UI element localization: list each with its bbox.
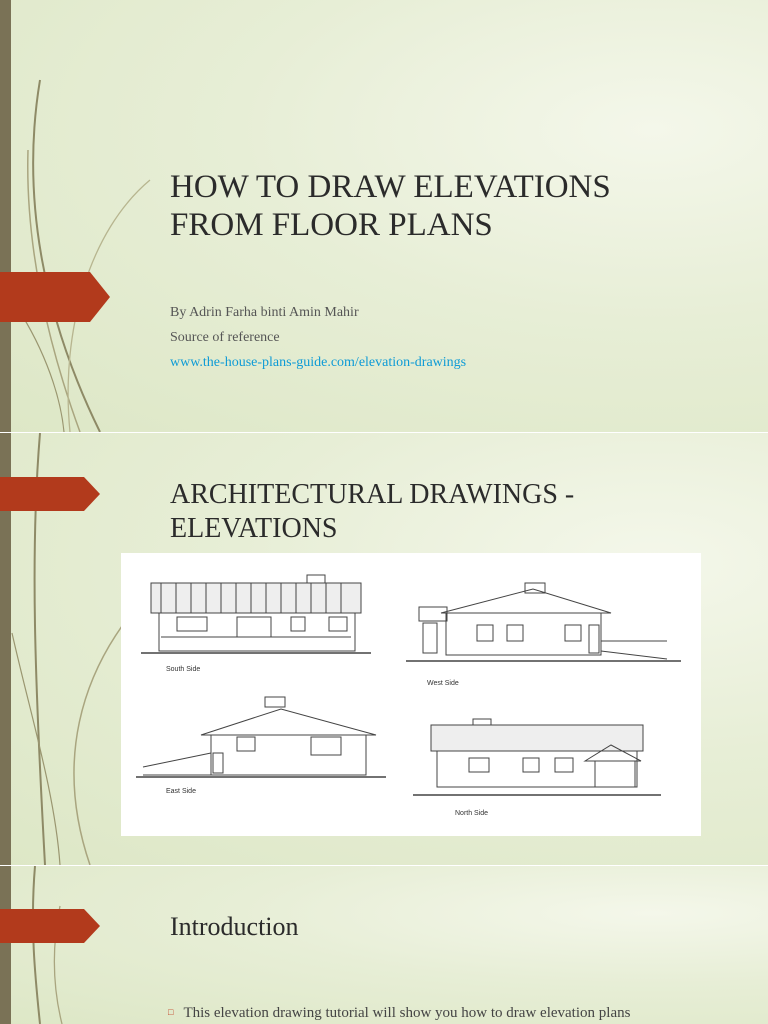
slide-left-bar: [0, 866, 11, 1024]
author-text: By Adrin Farha binti Amin Mahir: [170, 305, 359, 320]
slide-left-bar: [0, 0, 11, 432]
slide-accent-tab: [0, 272, 110, 322]
east-elevation-drawing: [136, 697, 386, 777]
slide-1[interactable]: [0, 0, 768, 432]
slide-accent-tab: [0, 909, 100, 943]
west-caption: West Side: [427, 680, 459, 687]
south-elevation-drawing: [141, 575, 371, 653]
slide-accent-tab: [0, 477, 100, 511]
bullet-item: [168, 1005, 630, 1022]
west-elevation-drawing: [406, 583, 681, 661]
source-label: Source of reference: [170, 330, 280, 345]
source-link[interactable]: www.the-house-plans-guide.com/elevation-drawings: [170, 355, 467, 370]
bullet-text: This elevation drawing tutorial will show you how to draw elevation plans: [183, 1005, 631, 1021]
east-caption: East Side: [166, 788, 196, 795]
slide-title: HOW TO DRAW ELEVATIONS FROM FLOOR PLANS: [170, 169, 611, 243]
north-caption: North Side: [455, 810, 489, 817]
slide-2[interactable]: [0, 433, 768, 865]
elevations-image: [121, 553, 701, 836]
slide-3[interactable]: [0, 866, 768, 1024]
slide-title: ARCHITECTURAL DRAWINGS - ELEVATIONS: [170, 479, 575, 544]
square-bullet-icon: □: [168, 1007, 174, 1017]
slide-title: Introduction: [170, 912, 299, 941]
south-caption: South Side: [166, 666, 201, 673]
north-elevation-drawing: [413, 719, 661, 795]
decorative-curves: [0, 866, 768, 1024]
